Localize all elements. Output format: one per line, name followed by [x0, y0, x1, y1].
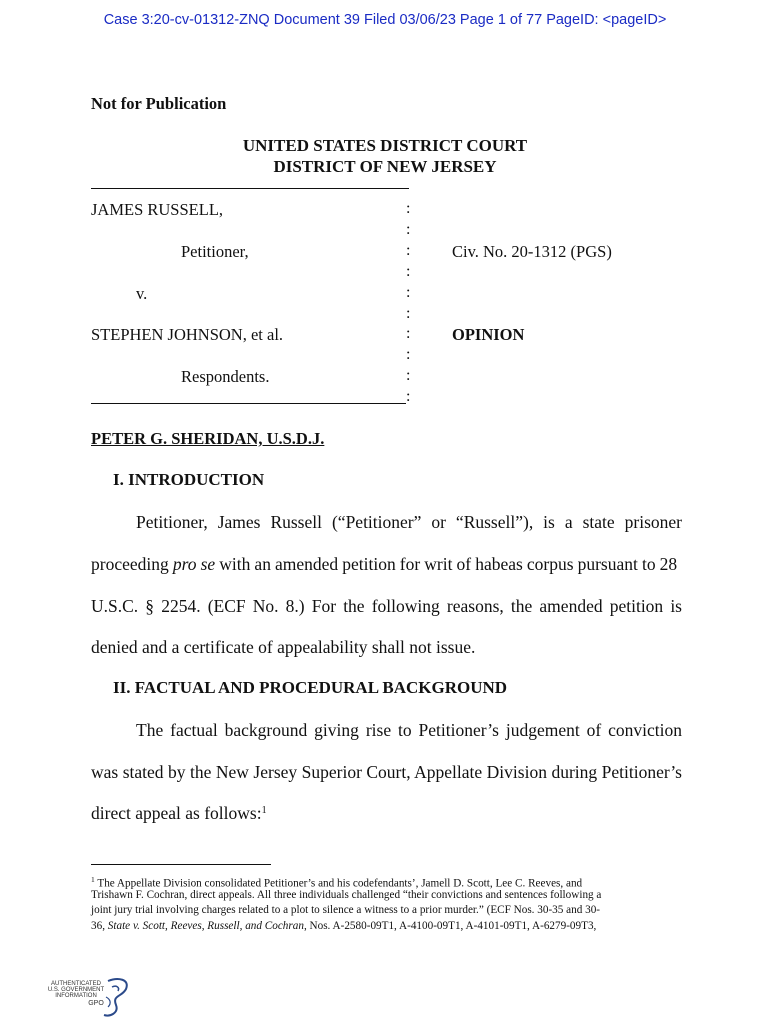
document-type-label: OPINION — [452, 325, 525, 344]
court-name-line1: UNITED STATES DISTRICT COURT — [242, 136, 528, 155]
respondent-role: Respondents. — [181, 367, 270, 386]
not-for-publication-label: Not for Publication — [91, 94, 227, 113]
footnote-line: Trishawn F. Cochran, direct appeals. All three individuals challenged “their convictions and sentences following a — [91, 889, 602, 901]
caption-colon: : — [406, 200, 411, 217]
caption-top-rule — [91, 188, 409, 189]
intro-paragraph-line: Petitioner, James Russell (“Petitioner” or “Russell”), is a state prisoner — [136, 512, 682, 532]
respondent-name: STEPHEN JOHNSON, et al. — [91, 325, 284, 344]
caption-colon: : — [406, 305, 411, 322]
footnote-text: The Appellate Division consolidated Petitioner’s and his codefendants’, Jamell D. Scott, Lee C. Reeves, and — [97, 877, 583, 890]
intro-paragraph-line — [91, 554, 682, 575]
caption-colon: : — [406, 388, 411, 405]
intro-line-prefix: proceeding — [91, 554, 173, 574]
footnote-separator — [91, 864, 271, 865]
caption-colon: : — [406, 346, 411, 363]
versus-label: v. — [136, 284, 148, 303]
footnote-text: , Nos. A-2580-09T1, A-4100-09T1, A-4101-09T1, A-6279-09T3, — [303, 920, 597, 932]
seal-line: GPO — [88, 1000, 104, 1007]
caption-bottom-rule — [91, 403, 406, 404]
footnote-reference: 1 — [261, 805, 267, 816]
caption-colon: : — [406, 221, 411, 238]
seal-line: AUTHENTICATED — [51, 981, 101, 987]
case-citation: State v. Scott, Reeves, Russell, and Cochran — [107, 920, 304, 932]
court-name-line2: DISTRICT OF NEW JERSEY — [273, 157, 497, 176]
background-paragraph-line: was stated by the New Jersey Superior Court, Appellate Division during Petitioner’s — [91, 762, 682, 782]
footnote-line — [91, 919, 671, 935]
gpo-authentication-seal — [46, 975, 136, 1020]
footnote-text: 36, — [91, 920, 108, 932]
caption-colon: : — [406, 284, 411, 301]
section-heading-introduction: I. INTRODUCTION — [113, 470, 265, 489]
intro-paragraph-line: U.S.C. § 2254. (ECF No. 8.) For the following reasons, the amended petition is — [91, 596, 682, 616]
background-line-text: direct appeal as follows: — [91, 803, 262, 823]
footnote-number: 1 — [91, 875, 95, 884]
case-header-stamp: Case 3:20-cv-01312-ZNQ Document 39 Filed 03/06/23 Page 1 of 77 PageID: <pageID> — [103, 12, 667, 28]
intro-paragraph-line: denied and a certificate of appealability shall not issue. — [91, 637, 476, 657]
petitioner-role: Petitioner, — [181, 242, 249, 261]
petitioner-name: JAMES RUSSELL, — [91, 200, 224, 219]
caption-colon: : — [406, 325, 411, 342]
background-paragraph-line: The factual background giving rise to Petitioner’s judgement of conviction — [136, 720, 682, 740]
caption-colon: : — [406, 263, 411, 280]
section-heading-background: II. FACTUAL AND PROCEDURAL BACKGROUND — [113, 678, 508, 697]
judge-name: PETER G. SHERIDAN, U.S.D.J. — [91, 429, 325, 448]
pro-se-term: pro se — [172, 554, 216, 574]
intro-line-rest: with an amended petition for writ of habeas corpus pursuant to 28 — [219, 554, 678, 574]
caption-colon: : — [406, 242, 411, 259]
background-paragraph-line — [91, 803, 682, 824]
seal-line: U.S. GOVERNMENT — [47, 987, 105, 993]
seal-line: INFORMATION — [55, 993, 97, 999]
caption-colon: : — [406, 367, 411, 384]
civil-case-number: Civ. No. 20-1312 (PGS) — [452, 242, 612, 261]
footnote-line: joint jury trial involving charges related to a plot to silence a witness to a prior murder.” (ECF Nos. 30-35 and 30- — [91, 904, 601, 916]
